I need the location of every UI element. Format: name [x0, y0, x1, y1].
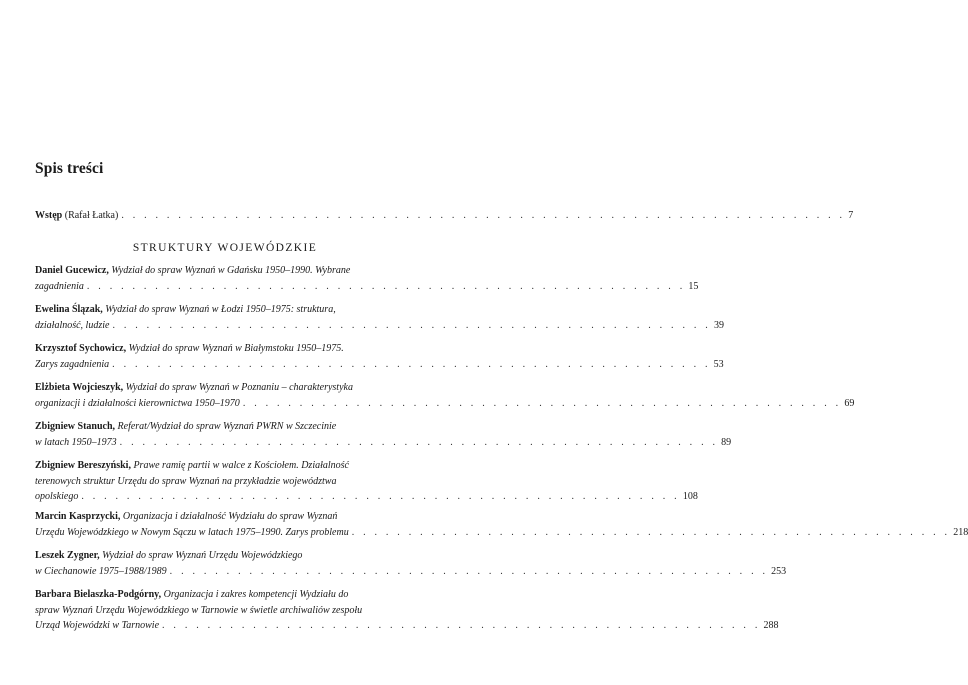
toc-entry[interactable]	[35, 458, 698, 505]
toc-page-number: 218	[953, 526, 968, 538]
toc-title: Wydział do spraw Wyznań w Białymstoku 1950–1975.	[128, 343, 344, 354]
toc-title: zagadnienia	[35, 280, 84, 292]
toc-author: Wstęp	[35, 210, 63, 221]
toc-title: Organizacja i działalność Wydziału do spraw Wyznań	[122, 511, 338, 522]
toc-entry[interactable]	[35, 380, 855, 411]
toc-title: opolskiego	[35, 491, 79, 502]
toc-entry[interactable]	[35, 419, 732, 450]
toc-title: Organizacja i zakres kompetencji Wydziału do	[163, 589, 349, 600]
toc-author: Zbigniew Bereszyński,	[35, 460, 131, 471]
dot-leader: . . . . . . . . . . . . . . . . . . . . . . . . . . . . . . . . . . . . . . . . . . . . . . . . . . . . .	[242, 397, 842, 409]
toc-author: Krzysztof Sychowicz,	[35, 343, 127, 354]
toc-title: Zarys zagadnienia	[35, 358, 110, 370]
toc-editor: (Rafał Łatka)	[64, 210, 119, 221]
toc-title: w Ciechanowie 1975–1988/1989	[35, 565, 167, 577]
toc-author: Daniel Gucewicz,	[35, 265, 109, 276]
toc-entry[interactable]	[35, 509, 968, 540]
dot-leader: . . . . . . . . . . . . . . . . . . . . . . . . . . . . . . . . . . . . . . . . . . . . . . . . . . . . .	[81, 491, 680, 502]
dot-leader: . . . . . . . . . . . . . . . . . . . . . . . . . . . . . . . . . . . . . . . . . . . . . . . . . . . . . . . . . . . . . . . .	[121, 210, 846, 221]
toc-page-number: 53	[713, 358, 724, 370]
toc-title: w latach 1950–1973	[35, 436, 117, 448]
toc-title: Urzędu Wojewódzkiego w Nowym Sączu w latach 1975–1990. Zarys problemu	[35, 526, 349, 538]
toc-entry[interactable]	[35, 263, 699, 294]
toc-author: Marcin Kasprzycki,	[35, 511, 121, 522]
toc-title: organizacji i działalności kierownictwa 1950–1970	[35, 397, 240, 409]
toc-title: Wydział do spraw Wyznań Urzędu Wojewódzkiego	[102, 550, 303, 561]
toc-author: Leszek Zygner,	[35, 550, 100, 561]
page-title: Spis treści	[35, 160, 104, 177]
toc-author: Barbara Bielaszka-Podgórny,	[35, 589, 162, 600]
toc-title: Wydział do spraw Wyznań w Łodzi 1950–1975: struktura,	[105, 304, 336, 315]
toc-title: terenowych struktur Urzędu do spraw Wyznań na przykładzie województwa	[35, 475, 337, 487]
toc-title: Urząd Wojewódzki w Tarnowie	[35, 620, 160, 631]
dot-leader: . . . . . . . . . . . . . . . . . . . . . . . . . . . . . . . . . . . . . . . . . . . . . . . . . . . . .	[86, 280, 686, 292]
toc-page-number: 39	[713, 319, 724, 331]
toc-entry[interactable]	[35, 587, 779, 634]
toc-page-number: 89	[721, 436, 732, 448]
dot-leader: . . . . . . . . . . . . . . . . . . . . . . . . . . . . . . . . . . . . . . . . . . . . . . . . . . . . .	[112, 319, 711, 331]
toc-author: Zbigniew Stanuch,	[35, 421, 116, 432]
dot-leader: . . . . . . . . . . . . . . . . . . . . . . . . . . . . . . . . . . . . . . . . . . . . . . . . . . . . .	[119, 436, 719, 448]
toc-author: Elżbieta Wojcieszyk,	[35, 382, 124, 393]
dot-leader: . . . . . . . . . . . . . . . . . . . . . . . . . . . . . . . . . . . . . . . . . . . . . . . . . . . . .	[169, 565, 769, 577]
toc-title: Referat/Wydział do spraw Wyznań PWRN w Szczecinie	[117, 421, 337, 432]
toc-title: Wydział do spraw Wyznań w Gdańsku 1950–1990. Wybrane	[111, 265, 351, 276]
toc-page-number: 15	[688, 280, 699, 292]
toc-page-number: 253	[771, 565, 787, 577]
dot-leader: . . . . . . . . . . . . . . . . . . . . . . . . . . . . . . . . . . . . . . . . . . . . . . . . . . . . .	[112, 358, 711, 370]
toc-entry-intro[interactable]	[35, 208, 854, 224]
toc-entry[interactable]	[35, 341, 724, 372]
toc-page-number: 7	[848, 210, 854, 221]
dot-leader: . . . . . . . . . . . . . . . . . . . . . . . . . . . . . . . . . . . . . . . . . . . . . . . . . . . . .	[351, 526, 951, 538]
toc-title: Prawe ramię partii w walce z Kościołem. Działalność	[133, 460, 349, 471]
toc-page-number: 108	[682, 491, 698, 502]
toc-author: Ewelina Ślązak,	[35, 304, 103, 315]
toc-page-number: 288	[763, 620, 779, 631]
toc-entry[interactable]	[35, 302, 724, 333]
toc-title: działalność, ludzie	[35, 319, 110, 331]
section-heading: STRUKTURY WOJEWÓDZKIE	[132, 242, 318, 254]
toc-entry[interactable]	[35, 548, 787, 579]
toc-page-number: 69	[844, 397, 855, 409]
dot-leader: . . . . . . . . . . . . . . . . . . . . . . . . . . . . . . . . . . . . . . . . . . . . . . . . . . . . .	[162, 620, 761, 631]
toc-title: spraw Wyznań Urzędu Wojewódzkiego w Tarnowie w świetle archiwaliów zespołu	[35, 604, 363, 616]
toc-title: Wydział do spraw Wyznań w Poznaniu – charakterystyka	[125, 382, 353, 393]
